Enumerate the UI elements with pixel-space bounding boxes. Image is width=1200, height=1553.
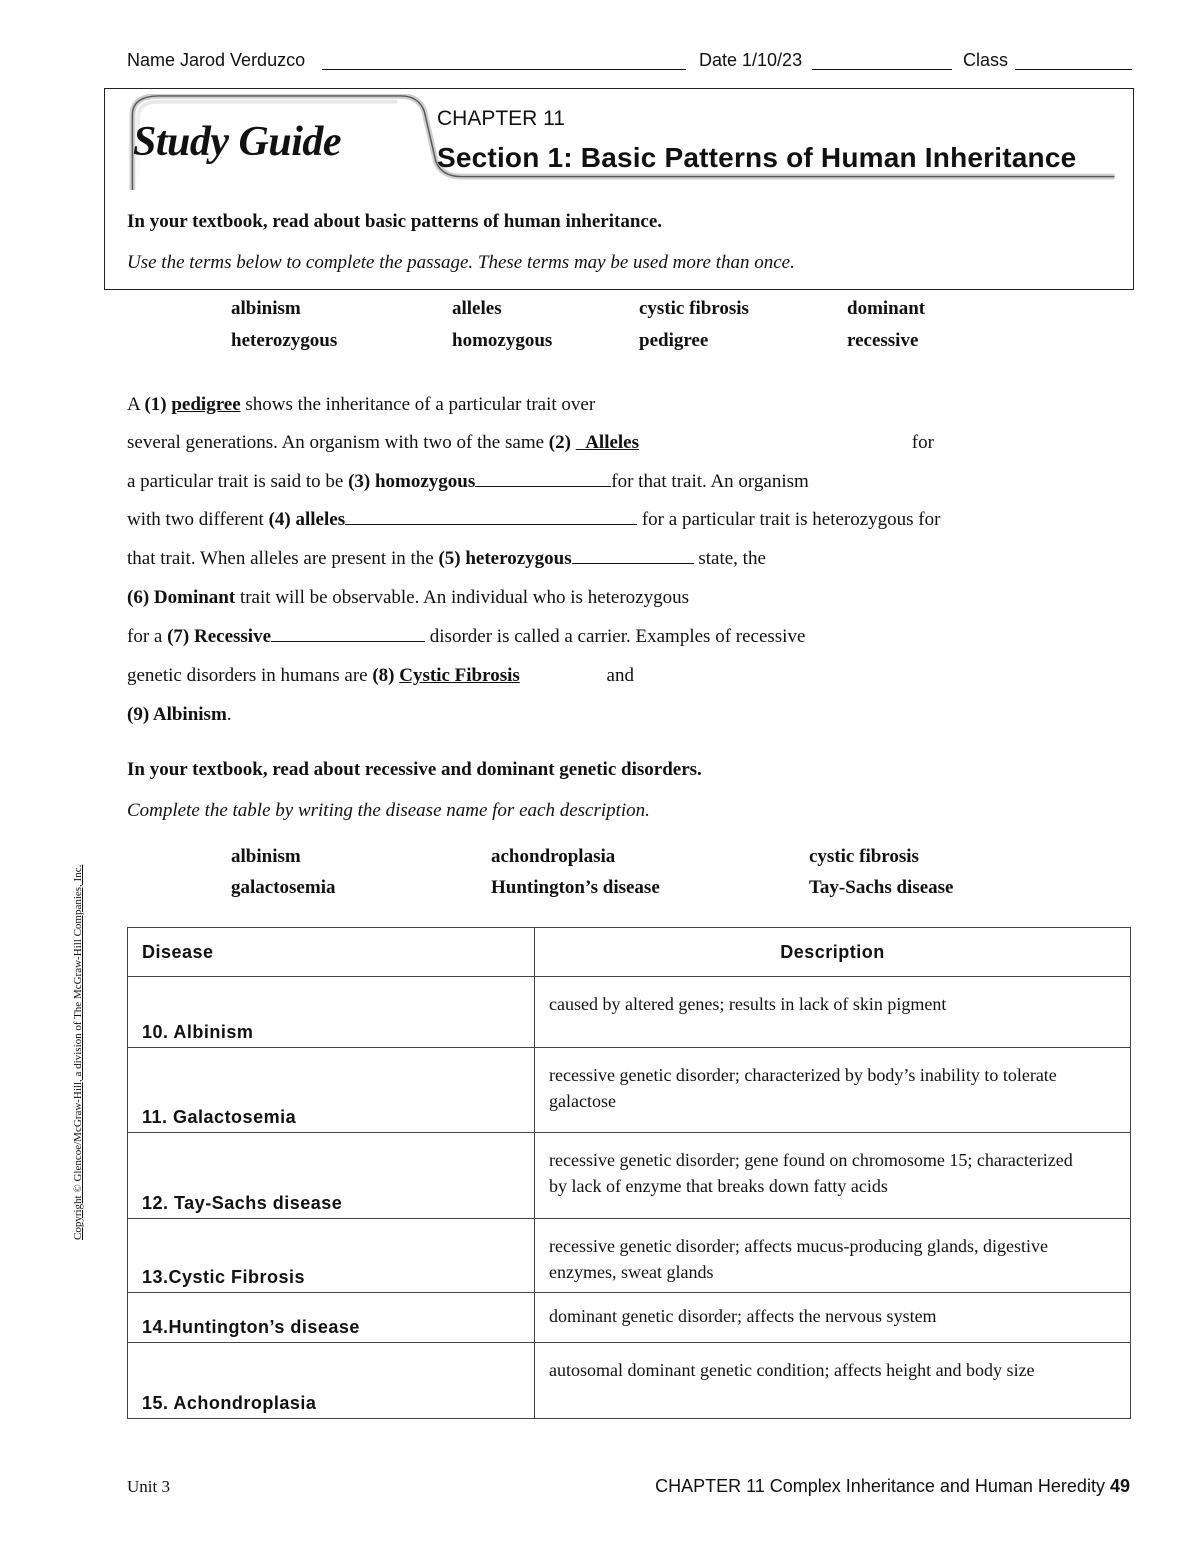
disease-cell[interactable]: 14.Huntington’s disease: [128, 1293, 535, 1343]
term: heterozygous: [231, 330, 338, 351]
passage-line-1: A (1) pedigree shows the inheritance of a particular trait over: [127, 394, 596, 415]
table-row: [128, 1293, 1131, 1343]
table-row: [128, 977, 1131, 1048]
table-row: [128, 1133, 1131, 1219]
passage-line-7: for a (7) Recessive disorder is called a carrier. Examples of recessive: [127, 626, 806, 647]
header-disease: Disease: [128, 928, 535, 977]
table-row: [128, 1048, 1131, 1133]
disease-table: [127, 927, 1131, 1419]
name-underline: [322, 69, 686, 70]
header-description: Description: [535, 928, 1131, 977]
footer-chapter: CHAPTER 11 Complex Inheritance and Human Heredity 49: [655, 1476, 1130, 1496]
table-row: [128, 1219, 1131, 1293]
instruction-bold: In your textbook, read about basic patterns of human inheritance.: [127, 211, 663, 232]
answer-3[interactable]: (3) homozygous: [348, 471, 476, 492]
term: albinism: [231, 298, 301, 319]
section-title: Section 1: Basic Patterns of Human Inheritance: [437, 142, 1077, 173]
term: galactosemia: [231, 877, 336, 898]
answer-2[interactable]: Alleles: [585, 432, 640, 453]
passage-line-6: (6) Dominant trait will be observable. An individual who is heterozygous: [127, 587, 690, 608]
passage-line-2: several generations. An organism with two of the same (2) Alleles for: [127, 432, 934, 453]
date-label: Date 1/10/23: [699, 50, 803, 70]
table-row: [128, 1343, 1131, 1419]
study-guide-title: Study Guide: [133, 119, 342, 165]
term: pedigree: [639, 330, 709, 351]
class-label: Class: [963, 50, 1009, 70]
answer-9[interactable]: (9) Albinism: [127, 704, 227, 725]
term: dominant: [847, 298, 926, 319]
term: Huntington’s disease: [491, 877, 660, 898]
footer-unit: Unit 3: [127, 1477, 170, 1496]
term: recessive: [847, 330, 919, 351]
passage-line-8: genetic disorders in humans are (8) Cystic Fibrosis and: [127, 665, 634, 686]
instruction-italic: Use the terms below to complete the passage. These terms may be used more than once.: [127, 252, 795, 273]
answer-7[interactable]: (7) Recessive: [167, 626, 272, 647]
description-cell: recessive genetic disorder; affects mucus-producing glands, digestive enzymes, sweat glands: [535, 1219, 1131, 1293]
answer-5[interactable]: (5) heterozygous: [438, 548, 572, 569]
term: homozygous: [452, 330, 553, 351]
term: Tay-Sachs disease: [809, 877, 954, 898]
page-number: 49: [1109, 1476, 1130, 1496]
instruction-italic-2: Complete the table by writing the disease name for each description.: [127, 800, 650, 821]
class-underline: [1015, 69, 1132, 70]
name-label: Name Jarod Verduzco: [127, 50, 306, 70]
passage-line-5: that trait. When alleles are present in the (5) heterozygous state, the: [127, 548, 766, 569]
term: achondroplasia: [491, 846, 616, 867]
description-cell: recessive genetic disorder; gene found on chromosome 15; characterized by lack of enzyme that breaks down fatty acids: [535, 1133, 1131, 1219]
date-underline: [812, 69, 952, 70]
passage-line-3: a particular trait is said to be (3) homozygous for that trait. An organism: [127, 471, 809, 492]
instruction-bold-2: In your textbook, read about recessive and dominant genetic disorders.: [127, 759, 702, 780]
passage-line-4: with two different (4) alleles for a particular trait is heterozygous for: [127, 509, 941, 530]
answer-1[interactable]: pedigree: [171, 394, 241, 415]
description-cell: caused by altered genes; results in lack of skin pigment: [535, 977, 1131, 1048]
disease-cell[interactable]: 12. Tay-Sachs disease: [128, 1133, 535, 1219]
description-cell: dominant genetic disorder; affects the nervous system: [535, 1293, 1131, 1343]
term: alleles: [452, 298, 502, 319]
description-cell: autosomal dominant genetic condition; affects height and body size: [535, 1343, 1131, 1419]
disease-cell[interactable]: 13.Cystic Fibrosis: [128, 1219, 535, 1293]
term: cystic fibrosis: [639, 298, 749, 319]
term: cystic fibrosis: [809, 846, 919, 867]
passage-line-9: (9) Albinism.: [127, 704, 232, 725]
disease-cell[interactable]: 15. Achondroplasia: [128, 1343, 535, 1419]
description-cell: recessive genetic disorder; characterized by body’s inability to tolerate galactose: [535, 1048, 1131, 1133]
term: albinism: [231, 846, 301, 867]
answer-4[interactable]: (4) alleles: [268, 509, 346, 530]
disease-cell[interactable]: 10. Albinism: [128, 977, 535, 1048]
disease-cell[interactable]: 11. Galactosemia: [128, 1048, 535, 1133]
chapter-label: CHAPTER 11: [437, 107, 565, 130]
table-header-row: [128, 928, 1131, 977]
answer-8[interactable]: Cystic Fibrosis: [399, 665, 520, 686]
copyright-notice: Copyright © Glencoe/McGraw-Hill, a division of The McGraw-Hill Companies, Inc.: [72, 864, 84, 1240]
answer-6[interactable]: (6) Dominant: [127, 587, 236, 608]
